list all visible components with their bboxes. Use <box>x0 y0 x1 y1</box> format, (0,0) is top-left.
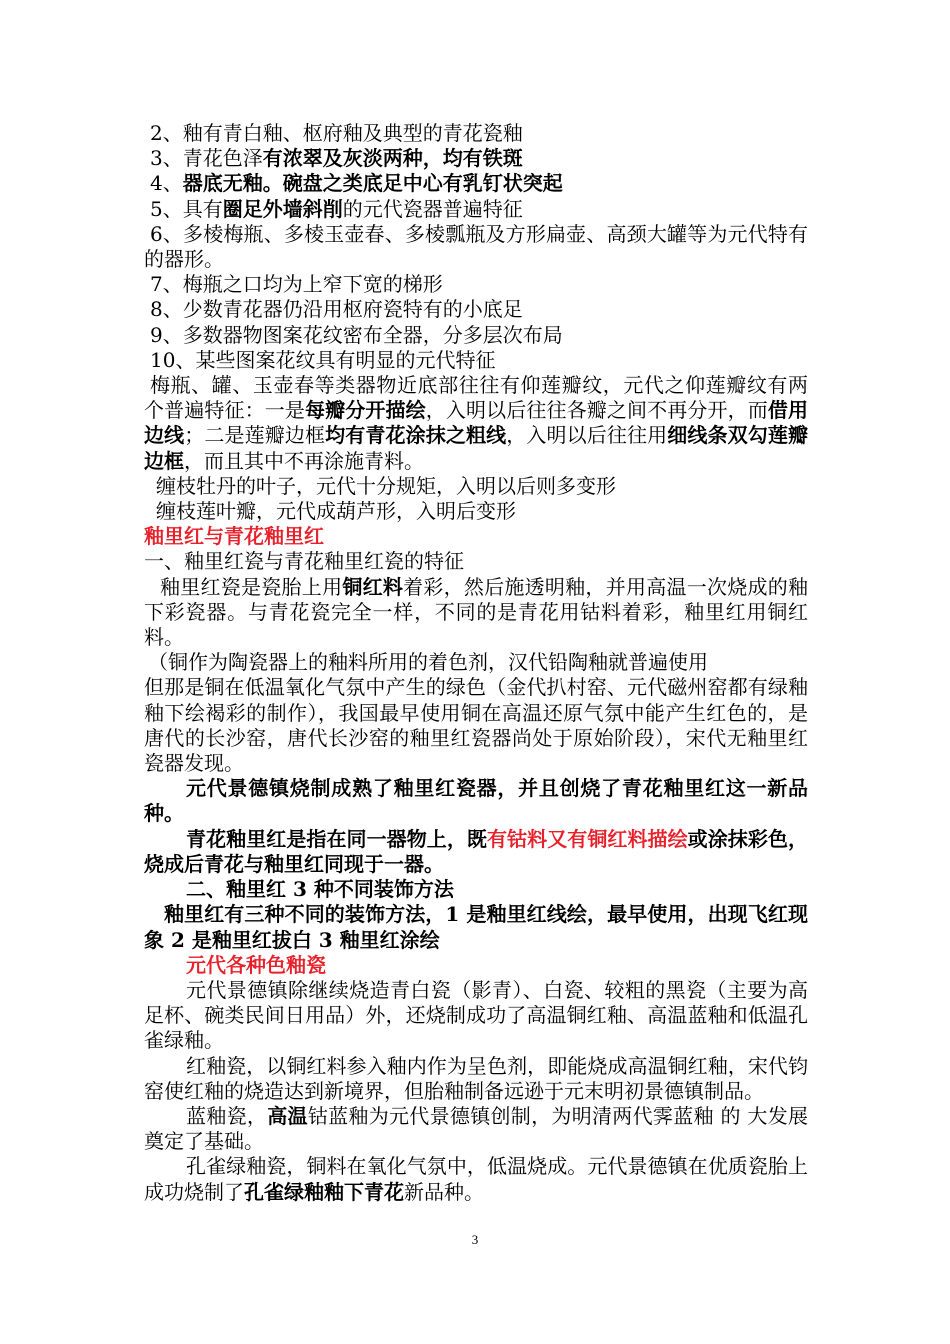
paragraph: 孔雀绿釉瓷，铜料在氧化气氛中，低温烧成。元代景德镇在优质瓷胎上成功烧制了孔雀绿釉釉下青花新品种。 <box>144 1154 808 1204</box>
paragraph: 釉里红瓷是瓷胎上用铜红料着彩，然后施透明釉，并用高温一次烧成的釉下彩瓷器。与青花瓷完全一样，不同的是青花用钴料着彩，釉里红用铜红料。 <box>144 574 809 650</box>
list-item: 5、具有圈足外墙斜削的元代瓷器普遍特征 <box>150 196 523 221</box>
lotus-leaf-note: 缠枝莲叶瓣，元代成葫芦形，入明后变形 <box>156 499 516 524</box>
subsection-heading: 二、釉里红 3 种不同装饰方法 <box>186 877 454 902</box>
paragraph: 但那是铜在低温氧化气氛中产生的绿色（金代扒村窑、元代磁州窑都有绿釉釉下绘褐彩的制作），我国最早使用铜在高温还原气氛中能产生红色的，是唐代的长沙窑，唐代长沙窑的釉里红瓷器尚处于原始阶段），宋代无釉里红瓷器发现。 <box>144 675 808 776</box>
list-item: 10、某些图案花纹具有明显的元代特征 <box>150 347 496 372</box>
list-item: 9、多数器物图案花纹密布全器，分多层次布局 <box>150 322 563 347</box>
paragraph: 青花釉里红是指在同一器物上，既有钴料又有铜红料描绘或涂抹彩色，烧成后青花与釉里红同现于一器。 <box>144 826 809 876</box>
paragraph: （铜作为陶瓷器上的釉料所用的着色剂，汉代铅陶釉就普遍使用 <box>148 650 708 675</box>
list-item: 8、少数青花器仍沿用枢府瓷特有的小底足 <box>150 297 523 322</box>
list-item: 2、釉有青白釉、枢府釉及典型的青花瓷釉 <box>150 121 523 145</box>
subsection-heading: 一、釉里红瓷与青花釉里红瓷的特征 <box>144 549 464 574</box>
paragraph: 红釉瓷，以铜红料参入釉内作为呈色剂，即能烧成高温铜红釉，宋代钧窑使红釉的烧造达到新境界，但胎釉制备远逊于元末明初景德镇制品。 <box>144 1053 808 1103</box>
list-item: 7、梅瓶之口均为上窄下宽的梯形 <box>150 272 443 297</box>
page-number: 3 <box>471 1232 479 1247</box>
list-item: 6、多棱梅瓶、多棱玉壶春、多棱瓢瓶及方形扁壶、高颈大罐等为元代特有的器形。 <box>144 221 808 272</box>
peony-note: 缠枝牡丹的叶子，元代十分规矩，入明以后则多变形 <box>156 473 616 498</box>
document-body <box>144 121 808 1205</box>
lotus-paragraph: 梅瓶、罐、玉壶春等类器物近底部往往有仰莲瓣纹，元代之仰莲瓣纹有两个普遍特征：一是每瓣分开描绘，入明以后往往各瓣之间不再分开，而借用边线；二是莲瓣边框均有青花涂抹之粗线，入明以后往往用细线条双勾莲瓣边框，而且其中不再涂施青料。 <box>144 373 808 473</box>
paragraph: 元代景德镇烧制成熟了釉里红瓷器，并且创烧了青花釉里红这一新品种。 <box>144 776 808 826</box>
paragraph: 蓝釉瓷，高温钴蓝釉为元代景德镇创制，为明清两代霁蓝釉 的 大发展奠定了基础。 <box>144 1103 809 1154</box>
section-heading: 元代各种色釉瓷 <box>186 952 326 977</box>
list-item: 3、青花色泽有浓翠及灰淡两种，均有铁斑 <box>150 146 523 171</box>
list-item: 4、器底无釉。碗盘之类底足中心有乳钉状突起 <box>150 171 563 196</box>
paragraph: 釉里红有三种不同的装饰方法，1 是釉里红线绘，最早使用，出现飞红现象 2 是釉里红拔白 3 釉里红涂绘 <box>144 902 808 952</box>
section-heading: 釉里红与青花釉里红 <box>144 524 324 549</box>
paragraph: 元代景德镇除继续烧造青白瓷（影青）、白瓷、较粗的黑瓷（主要为高足杯、碗类民间日用品）外，还烧制成功了高温铜红釉、高温蓝釉和低温孔雀绿釉。 <box>144 977 808 1053</box>
